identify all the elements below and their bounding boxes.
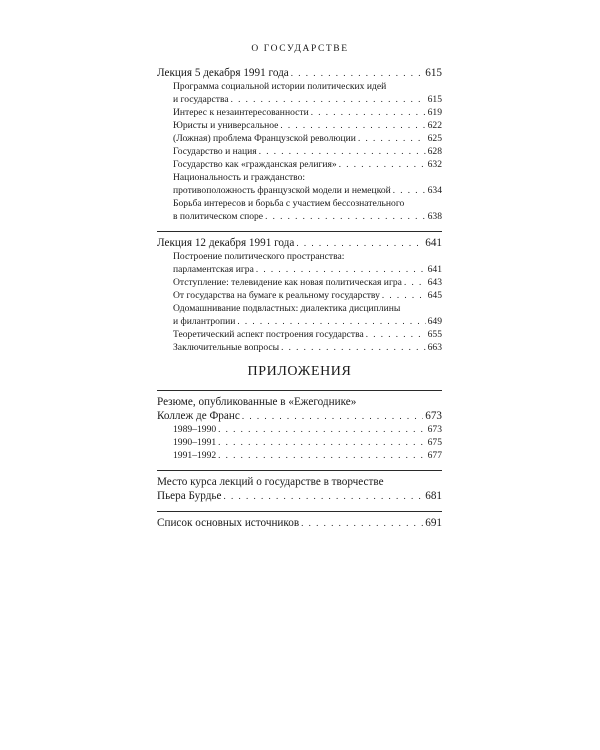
lecture-5-subentries (157, 80, 442, 223)
toc-subentry[interactable] (157, 328, 442, 341)
toc-subentry-line[interactable]: Борьба интересов и борьба с участием бессознательного (173, 198, 405, 209)
toc-page-number: 655 (427, 329, 442, 340)
toc-subentry-line[interactable]: Программа социальной истории политических идей (173, 81, 387, 92)
toc-subentry-title: (Ложная) проблема Французской революции (173, 133, 356, 144)
toc-subentry[interactable] (157, 289, 442, 302)
toc-page-number: 677 (427, 450, 442, 461)
toc-subentry-title: и филантропии (173, 316, 236, 327)
toc-page-number: 673 (427, 424, 442, 435)
dot-leader (291, 66, 423, 80)
toc-page-number: 673 (425, 410, 442, 422)
toc-page-number: 628 (427, 146, 442, 157)
toc-page-number: 622 (427, 120, 442, 131)
toc-subentry-title: Отступление: телевидение как новая политическая игра (173, 277, 402, 288)
toc-entry-lecture-5-dec[interactable] (157, 66, 442, 80)
toc-page-number: 675 (427, 437, 442, 448)
dot-leader (382, 289, 426, 302)
dot-leader (218, 449, 425, 462)
toc-subentry-line[interactable]: Построение политического пространства: (173, 251, 345, 262)
toc-subentry-title: Теоретический аспект построения государства (173, 329, 364, 340)
dot-leader (404, 276, 426, 289)
toc-subentry[interactable] (157, 341, 442, 354)
toc-subentry-title: Государство и нация (173, 146, 257, 157)
toc-entry-title: Пьера Бурдье (157, 490, 222, 502)
toc-year-label: 1989–1990 (173, 424, 217, 435)
dot-leader (265, 210, 426, 223)
dot-leader (223, 489, 423, 503)
toc-page-number: 681 (425, 490, 442, 502)
toc-page-number: 625 (427, 133, 442, 144)
toc-page-number: 638 (427, 211, 442, 222)
dot-leader (237, 315, 425, 328)
toc-subentry[interactable] (157, 145, 442, 158)
dot-leader (366, 328, 426, 341)
dot-leader (393, 184, 426, 197)
toc-subentry-title: в политическом споре (173, 211, 264, 222)
toc-page-number: 615 (427, 94, 442, 105)
running-head: О ГОСУДАРСТВЕ (251, 44, 349, 54)
toc-page-number: 619 (427, 107, 442, 118)
dot-leader (358, 132, 426, 145)
toc-subentry[interactable] (157, 93, 442, 106)
toc-year-entry[interactable] (157, 449, 442, 462)
toc-year-label: 1990–1991 (173, 437, 217, 448)
toc-page-number: 691 (425, 517, 442, 529)
dot-leader (280, 119, 425, 132)
toc-subentry-line[interactable]: Национальность и гражданство: (173, 172, 306, 183)
toc-subentry[interactable] (157, 106, 442, 119)
dot-leader (281, 341, 426, 354)
toc-subentry[interactable] (157, 276, 442, 289)
toc-subentry-title: Юристы и универсальное (173, 120, 279, 131)
dot-leader (256, 263, 426, 276)
toc-page-number: 649 (427, 316, 442, 327)
toc-subentry[interactable] (157, 158, 442, 171)
toc-page-number: 641 (425, 237, 442, 249)
toc-entry-resume-line1[interactable]: Резюме, опубликованные в «Ежегоднике» (157, 396, 357, 408)
toc-subentry[interactable] (157, 132, 442, 145)
toc-subentry[interactable] (157, 119, 442, 132)
dot-leader (301, 516, 423, 530)
toc-entry-title: Лекция 12 декабря 1991 года (157, 237, 295, 249)
toc-year-label: 1991–1992 (173, 450, 217, 461)
table-of-contents (157, 66, 442, 530)
toc-entry-resume[interactable] (157, 409, 442, 423)
toc-entry-title: Список основных источников (157, 517, 300, 529)
toc-subentry-title: Заключительные вопросы (173, 342, 280, 353)
toc-subentry-title: и государства (173, 94, 229, 105)
toc-page-number: 645 (427, 290, 442, 301)
toc-page-number: 615 (425, 67, 442, 79)
toc-subentry[interactable] (157, 315, 442, 328)
toc-page-number: 634 (427, 185, 442, 196)
dot-leader (242, 409, 423, 423)
toc-subentry[interactable] (157, 263, 442, 276)
toc-subentry-title: Государство как «гражданская религия» (173, 159, 337, 170)
toc-entry-title: Коллеж де Франс (157, 410, 240, 422)
toc-page-number: 632 (427, 159, 442, 170)
dot-leader (231, 93, 426, 106)
dot-leader (296, 236, 423, 250)
dot-leader (218, 436, 425, 449)
dot-leader (259, 145, 426, 158)
lecture-12-subentries (157, 250, 442, 354)
toc-page-number: 663 (427, 342, 442, 353)
toc-subentry-line[interactable]: Одомашнивание подвластных: диалектика дисциплины (173, 303, 401, 314)
dot-leader (218, 423, 425, 436)
toc-subentry[interactable] (157, 184, 442, 197)
dot-leader (311, 106, 426, 119)
toc-entry-sources[interactable] (157, 516, 442, 530)
toc-subentry-title: Интерес к незаинтересованности (173, 107, 309, 118)
toc-subentry-title: От государства на бумаге к реальному государству (173, 290, 380, 301)
toc-subentry[interactable] (157, 210, 442, 223)
section-title-appendix: ПРИЛОЖЕНИЯ (247, 364, 352, 379)
resume-year-list (157, 423, 442, 462)
toc-year-entry[interactable] (157, 423, 442, 436)
toc-entry-place[interactable] (157, 489, 442, 503)
toc-page-number: 643 (427, 277, 442, 288)
dot-leader (339, 158, 426, 171)
toc-year-entry[interactable] (157, 436, 442, 449)
toc-entry-place-line1[interactable]: Место курса лекций о государстве в творчестве (157, 476, 384, 488)
toc-subentry-title: парламентская игра (173, 264, 254, 275)
toc-entry-title: Лекция 5 декабря 1991 года (157, 67, 289, 79)
toc-subentry-title: противоположность французской модели и немецкой (173, 185, 391, 196)
toc-entry-lecture-12-dec[interactable] (157, 236, 442, 250)
toc-page-number: 641 (427, 264, 442, 275)
